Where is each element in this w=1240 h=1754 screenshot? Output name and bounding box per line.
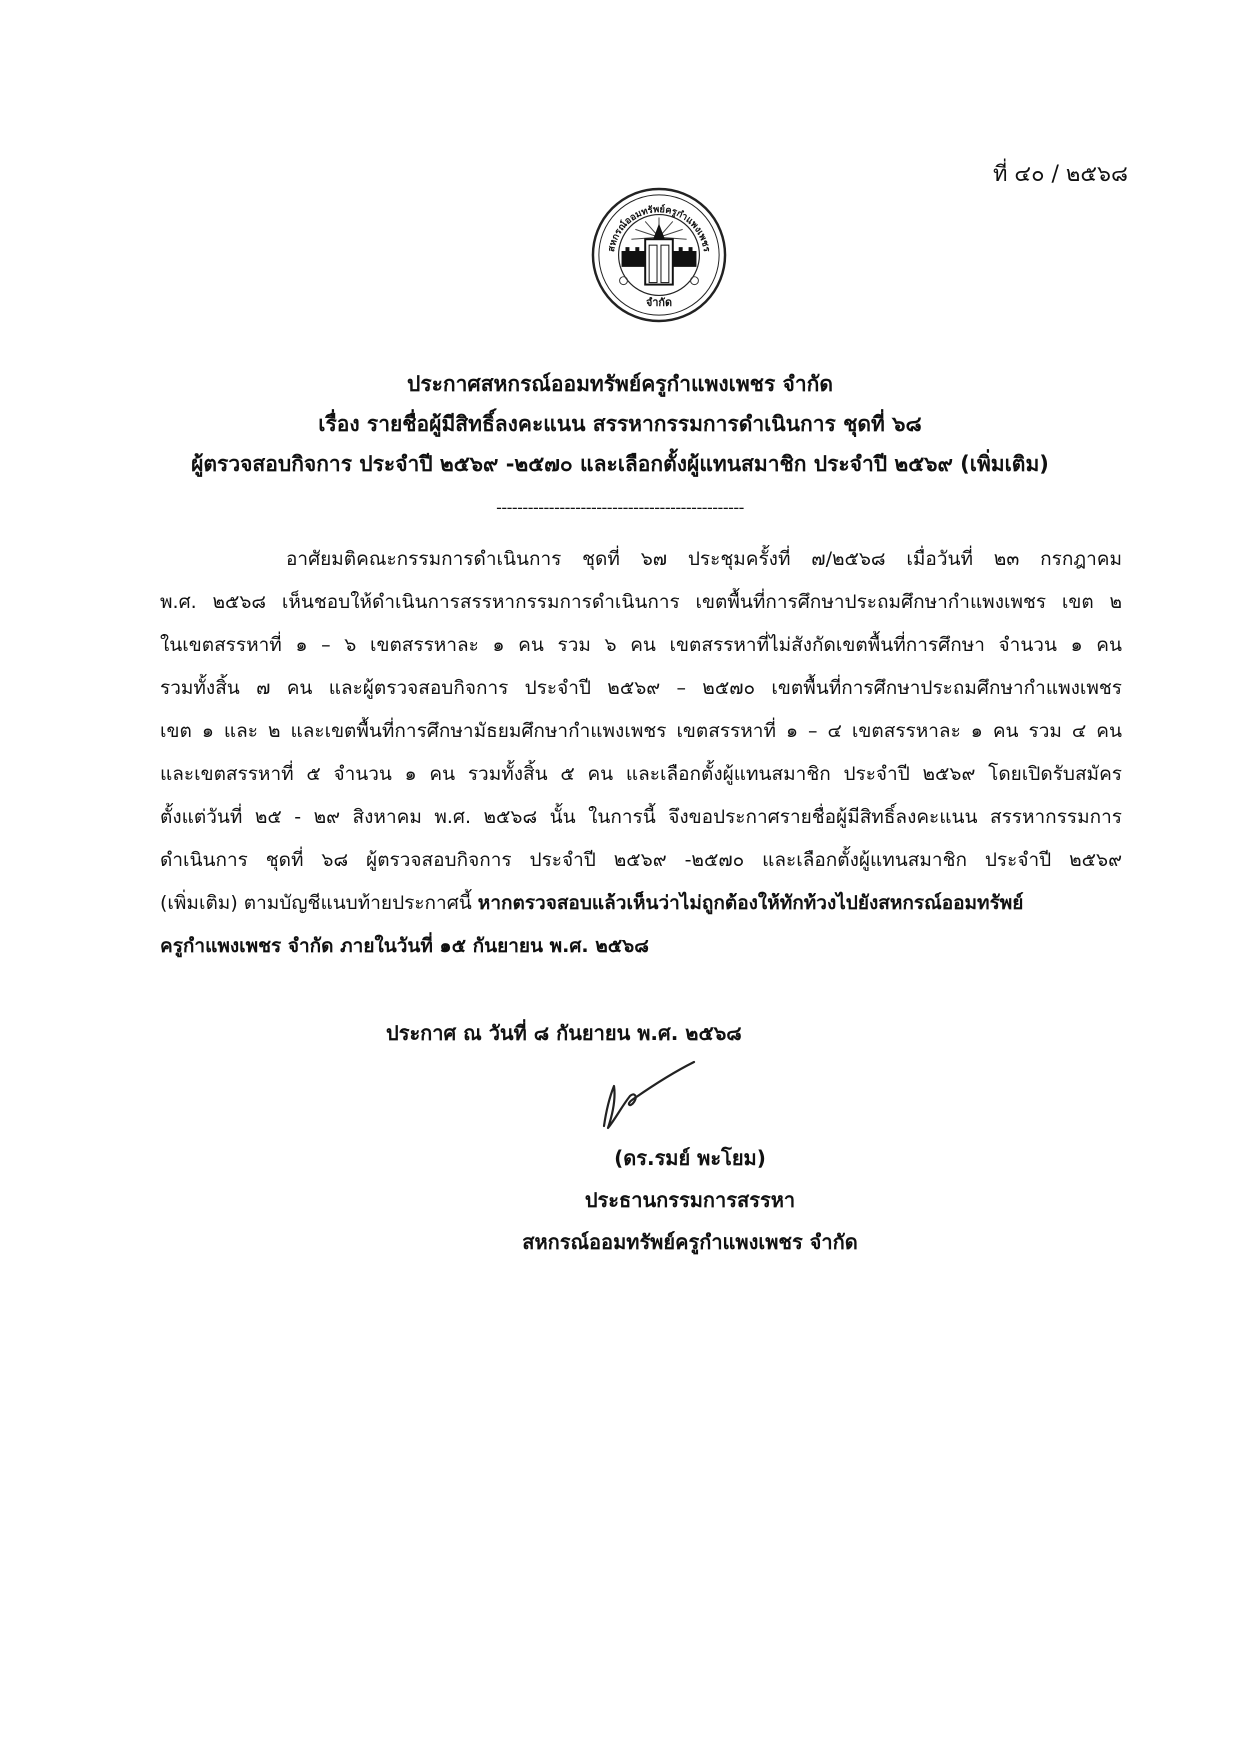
body-line: ตั้งแต่วันที่ ๒๕ - ๒๙ สิงหาคม พ.ศ. ๒๕๖๘ นั้น ในการนี้ จึงขอประกาศรายชื่อผู้มีสิทธิ์ลงคะแนน สรรหากรรมการ [160,806,1122,828]
body-line: พ.ศ. ๒๕๖๘ เห็นชอบให้ดำเนินการสรรหากรรมการดำเนินการ เขตพื้นที่การศึกษาประถมศึกษากำแพงเพชร เขต ๒ [160,591,1122,613]
body-line: ในเขตสรรหาที่ ๑ – ๖ เขตสรรหาละ ๑ คน รวม ๖ คน เขตสรรหาที่ไม่สังกัดเขตพื้นที่การศึกษา จำนวน ๑ คน [160,634,1122,656]
document-number: ที่ ๔๐ / ๒๕๖๘ [992,162,1128,187]
body-line [160,882,1122,925]
body-text: (เพิ่มเติม) ตามบัญชีแนบท้ายประกาศนี้ [160,892,478,914]
signer-position: ประธานกรรมการสรรหา [584,1188,796,1212]
heading-subject-continued: ผู้ตรวจสอบกิจการ ประจำปี ๒๕๖๙ -๒๕๗๐ และเลือกตั้งผู้แทนสมาชิก ประจำปี ๒๕๖๙ (เพิ่มเติม) [191,452,1049,476]
body-line: เขต ๑ และ ๒ และเขตพื้นที่การศึกษามัธยมศึกษากำแพงเพชร เขตสรรหาที่ ๑ – ๔ เขตสรรหาละ ๑ คน รวม ๔ คน [160,720,1122,742]
signer-name: (ดร.รมย์ พะโยม) [614,1146,766,1170]
body-emphasis: หากตรวจสอบแล้วเห็นว่าไม่ถูกต้องให้ทักท้วงไปยังสหกรณ์ออมทรัพย์ [477,892,1024,914]
svg-text:สหกรณ์ออมทรัพย์ครูกำแพงเพชร: สหกรณ์ออมทรัพย์ครูกำแพงเพชร [606,204,712,253]
heading-title: ประกาศสหกรณ์ออมทรัพย์ครูกำแพงเพชร จำกัด [407,372,833,396]
body-emphasis-line: ครูกำแพงเพชร จำกัด ภายในวันที่ ๑๕ กันยายน พ.ศ. ๒๕๖๘ [160,935,649,957]
announcement-body [160,538,1122,968]
body-line: อาศัยมติคณะกรรมการดำเนินการ ชุดที่ ๖๗ ประชุมครั้งที่ ๗/๒๕๖๘ เมื่อวันที่ ๒๓ กรกฎาคม [286,548,1122,570]
body-line: และเขตสรรหาที่ ๕ จำนวน ๑ คน รวมทั้งสิ้น ๕ คน และเลือกตั้งผู้แทนสมาชิก ประจำปี ๒๕๖๙ โดยเปิดรับสมัคร [160,763,1122,785]
svg-text:จำกัด: จำกัด [645,296,673,310]
signer-organization: สหกรณ์ออมทรัพย์ครูกำแพงเพชร จำกัด [522,1230,858,1254]
body-line: ดำเนินการ ชุดที่ ๖๘ ผู้ตรวจสอบกิจการ ประจำปี ๒๕๖๙ -๒๕๗๐ และเลือกตั้งผู้แทนสมาชิก ประจำปี ๒๕๖๙ [160,849,1122,871]
announcement-date: ประกาศ ณ วันที่ ๘ กันยายน พ.ศ. ๒๕๖๘ [386,1021,742,1045]
announcement-heading [150,364,1090,484]
cooperative-seal-logo [590,186,728,324]
heading-divider: ----------------------------------------------- [496,498,744,517]
body-line: รวมทั้งสิ้น ๗ คน และผู้ตรวจสอบกิจการ ประจำปี ๒๕๖๙ – ๒๕๗๐ เขตพื้นที่การศึกษาประถมศึกษากำแพงเพชร [160,677,1122,699]
handwritten-signature [596,1056,700,1140]
heading-subject: เรื่อง รายชื่อผู้มีสิทธิ์ลงคะแนน สรรหากรรมการดำเนินการ ชุดที่ ๖๘ [318,412,922,436]
